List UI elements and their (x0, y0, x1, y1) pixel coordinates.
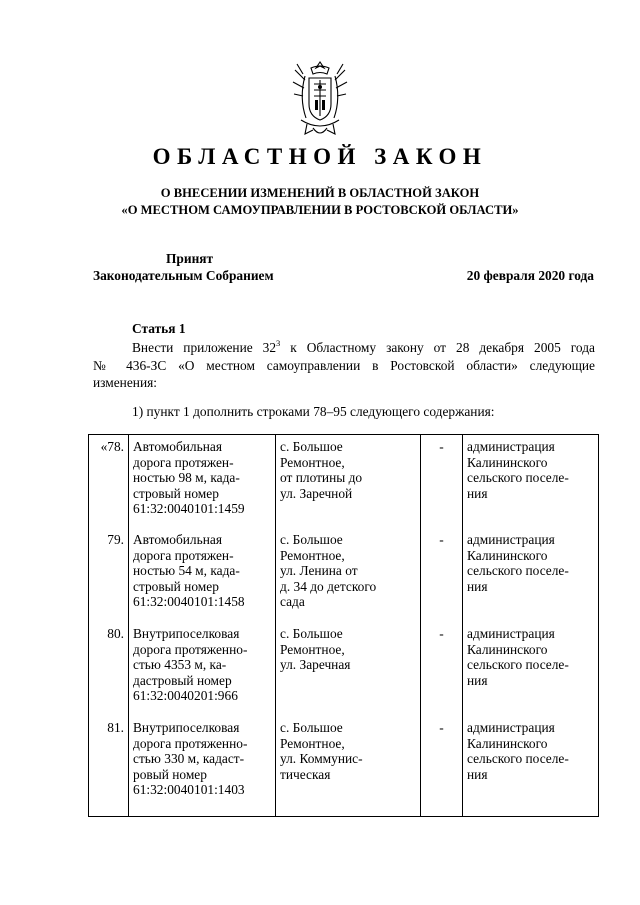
law-title: ОБЛАСТНОЙ ЗАКОН (152, 144, 488, 169)
cell-line: стровый номер (133, 485, 219, 501)
adopted-label: Принят (166, 251, 214, 266)
cell-line: ния (467, 672, 488, 688)
roads-table-body (89, 435, 599, 817)
cell-line: дорога протяженно- (133, 641, 248, 657)
cell-line: сада (280, 594, 305, 610)
row-number: 81. (89, 716, 129, 817)
intro-line-3: изменения: (93, 375, 158, 390)
owner-cell (463, 435, 599, 529)
cell-line: администрация (467, 626, 555, 641)
owner-cell (463, 622, 599, 716)
extra-cell: - (421, 435, 463, 529)
cell-line: стровый номер (133, 578, 219, 594)
owner-cell (463, 528, 599, 622)
cell-line: ния (467, 578, 488, 594)
cell-line: администрация (467, 532, 555, 547)
cell-line: дастровый номер (133, 672, 232, 688)
cell-line: ностью 98 м, када- (133, 470, 240, 486)
extra-cell: - (421, 716, 463, 817)
cell-line: тическая (280, 766, 331, 782)
intro-line-2: № 436-ЗС «О местном самоуправлении в Ростовской области» следующие (93, 357, 595, 373)
cell-line: дорога протяжен- (133, 547, 234, 563)
cell-line: ул. Заречной (280, 485, 353, 501)
row-number: 79. (89, 528, 129, 622)
intro-part-2: к Областному закону от 28 декабря 2005 года (280, 340, 595, 355)
cell-line: стью 4353 м, ка- (133, 657, 227, 673)
road-object-cell (129, 716, 276, 817)
cell-line: сельского поселе- (467, 563, 569, 579)
road-location-cell (276, 716, 421, 817)
road-object-cell (129, 622, 276, 716)
cell-line: Ремонтное, (280, 641, 345, 657)
roads-table (88, 434, 599, 817)
adopted-by-assembly: Законодательным Собранием (93, 268, 274, 283)
road-object-cell (129, 435, 276, 529)
law-subtitle-line-1: О ВНЕСЕНИИ ИЗМЕНЕНИЙ В ОБЛАСТНОЙ ЗАКОН (160, 186, 480, 200)
row-number: 80. (89, 622, 129, 716)
row-number: «78. (89, 435, 129, 529)
cell-line: Автомобильная (133, 439, 222, 454)
article-intro-paragraph (93, 339, 595, 392)
cell-line: сельского поселе- (467, 751, 569, 767)
table-row (89, 528, 599, 622)
extra-cell: - (421, 622, 463, 716)
cell-line: 61:32:0040101:1403 (133, 782, 245, 798)
cell-line: ул. Коммунис- (280, 751, 363, 767)
cell-line: ния (467, 766, 488, 782)
article-heading: Статья 1 (132, 321, 186, 336)
cell-line: с. Большое (280, 439, 343, 454)
item-1-text: 1) пункт 1 дополнить строками 78–95 следующего содержания: (132, 404, 495, 419)
owner-cell (463, 716, 599, 817)
cell-line: с. Большое (280, 720, 343, 735)
road-location-cell (276, 528, 421, 622)
cell-line: Автомобильная (133, 532, 222, 547)
table-row (89, 435, 599, 529)
cell-line: д. 34 до детского (280, 578, 377, 594)
cell-line: сельского поселе- (467, 470, 569, 486)
coat-of-arms-emblem (289, 58, 351, 140)
cell-line: администрация (467, 720, 555, 735)
cell-line: администрация (467, 439, 555, 454)
intro-line-1 (93, 339, 595, 357)
table-row (89, 622, 599, 716)
cell-line: Калининского (467, 641, 548, 657)
cell-line: дорога протяжен- (133, 454, 234, 470)
road-object-cell (129, 528, 276, 622)
cell-line: сельского поселе- (467, 657, 569, 673)
road-location-cell (276, 622, 421, 716)
cell-line: с. Большое (280, 532, 343, 547)
cell-line: дорога протяженно- (133, 735, 248, 751)
cell-line: Ремонтное, (280, 547, 345, 563)
cell-line: от плотины до (280, 470, 363, 486)
cell-line: Калининского (467, 547, 548, 563)
cell-line: ния (467, 485, 488, 501)
cell-line: Внутрипоселковая (133, 626, 240, 641)
cell-line: Ремонтное, (280, 454, 345, 470)
cell-line: 61:32:0040201:966 (133, 688, 238, 704)
cell-line: ровый номер (133, 766, 207, 782)
cell-line: 61:32:0040101:1458 (133, 594, 245, 610)
cell-line: стью 330 м, кадаст- (133, 751, 245, 767)
law-subtitle-line-2: «О МЕСТНОМ САМОУПРАВЛЕНИИ В РОСТОВСКОЙ ОБЛАСТИ» (121, 203, 519, 217)
cell-line: ул. Заречная (280, 657, 351, 673)
road-location-cell (276, 435, 421, 529)
extra-cell: - (421, 528, 463, 622)
cell-line: 61:32:0040101:1459 (133, 501, 245, 517)
intro-superscript: 3 (276, 338, 281, 348)
cell-line: Ремонтное, (280, 735, 345, 751)
cell-line: ул. Ленина от (280, 563, 358, 579)
cell-line: Внутрипоселковая (133, 720, 240, 735)
cell-line: Калининского (467, 735, 548, 751)
cell-line: с. Большое (280, 626, 343, 641)
cell-line: ностью 54 м, када- (133, 563, 240, 579)
cell-line: Калининского (467, 454, 548, 470)
intro-part-1: Внести приложение 32 (132, 340, 277, 355)
table-row (89, 716, 599, 817)
adopted-date: 20 февраля 2020 года (466, 268, 594, 283)
